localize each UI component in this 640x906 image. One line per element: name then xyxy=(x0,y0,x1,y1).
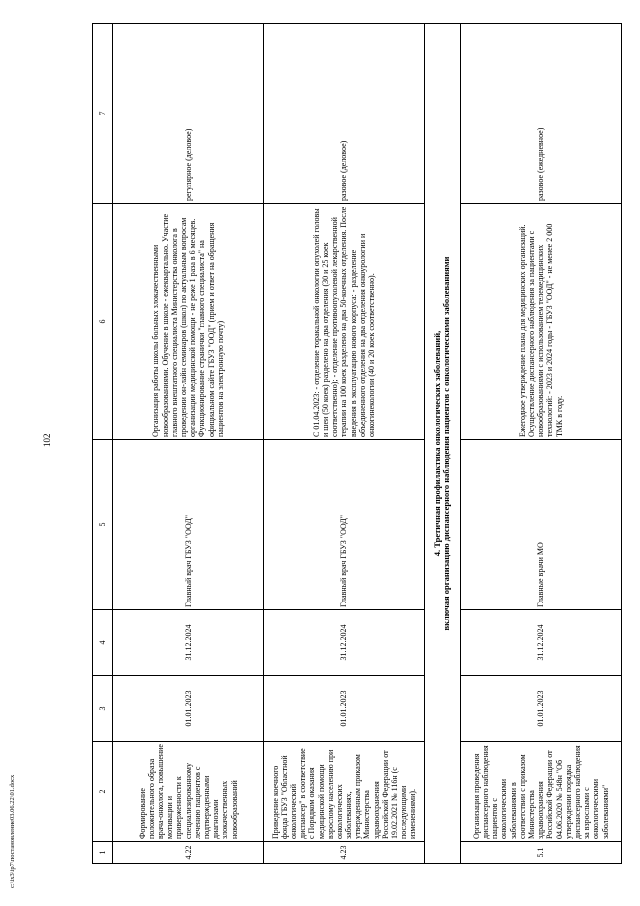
end-date-cell: 31.12.2024 xyxy=(460,610,621,676)
responsible-cell: Главный врач ГБУЗ "ООД" xyxy=(113,440,264,610)
activity-cell: Формирование положительного образа врача-онколога, повышение мотивации и приверженности к специализированному лечению пациентов с подтвержденными диагнозами злокачественных новообразований xyxy=(113,742,264,842)
column-number: 5 xyxy=(93,440,113,610)
section-title: 4. Третичная профилактика онкологических заболеваний, xyxy=(431,330,442,557)
responsible-cell: Главные врачи МО xyxy=(460,440,621,610)
responsible-cell: Главный врач ГБУЗ "ООД" xyxy=(263,440,424,610)
section-header xyxy=(425,24,460,864)
result-cell: С 01.04.2023: - отделение торакальной онкологии опухолей головы и шеи (50 коек) разделено на два отделения (30 и 25 коек соответственно); - отделение противоопухолевой лекарственной терапии на 100 коек разделено на два 50-коечных отделения. После введения в эксплуатацию нового корпуса: - разделение объединенного отделения на два отделения онкоурологии и онкогинекологии (40 и 20 коек соответственно). xyxy=(263,204,424,440)
table-row xyxy=(263,24,424,864)
periodicity-cell: разовое (деловое) xyxy=(263,24,424,204)
end-date-cell: 31.12.2024 xyxy=(113,610,264,676)
table-row xyxy=(113,24,264,864)
page-number: 102 xyxy=(42,433,52,447)
column-number: 7 xyxy=(93,24,113,204)
column-number: 2 xyxy=(93,742,113,842)
result-cell: Организация работы школы больных злокачественными новообразованиями. Обучение в школе - ежеквартально. Участие главного внештатного специалиста Министерства онколога в проведении он-лайн семинаров (школ) по актуальным вопросам организации медицинской помощи - не реже 1 раза в 6 месяцев. Функционирование странички "главного специалиста" на официальном сайте ГБУЗ "ООД" (прием и ответ на обращения пациентов на электронную почту) xyxy=(113,204,264,440)
start-date-cell: 01.01.2023 xyxy=(113,676,264,742)
activity-cell: Организация проведения диспансерного наблюдения пациентов с онкологическими заболеваниями в соответствии с приказом Министерства здравоохранения Российской Федерации от 04.06.2020 № 548н "Об утверждении порядка диспансерного наблюдения за взрослыми с онкологическими заболеваниями" xyxy=(460,742,621,842)
column-numbers-row xyxy=(93,24,113,864)
column-number: 6 xyxy=(93,204,113,440)
column-number: 4 xyxy=(93,610,113,676)
rotated-table-container xyxy=(92,24,622,864)
row-number: 4.23 xyxy=(263,842,424,864)
result-cell: Ежегодное утверждение плана для медицинских организаций. Осуществление диспансерного наблюдения за пациентами с новообразованиями с использованием телемедицинских технологий: - 2023 и 2024 годы - ГБУЗ "ООД" - не менее 2 000 ТМК в году. xyxy=(460,204,621,440)
start-date-cell: 01.01.2023 xyxy=(263,676,424,742)
row-number: 4.22 xyxy=(113,842,264,864)
section-subtitle: включая организацию диспансерного наблюдения пациентов с онкологическими заболеваниями xyxy=(441,256,452,631)
plan-table xyxy=(92,23,622,864)
table-row xyxy=(460,24,621,864)
section-header-row xyxy=(425,24,460,864)
start-date-cell: 01.01.2023 xyxy=(460,676,621,742)
periodicity-cell: регулярное (деловое) xyxy=(113,24,264,204)
row-number: 5.1 xyxy=(460,842,621,864)
periodicity-cell: разовое (ежедневное) xyxy=(460,24,621,204)
column-number: 1 xyxy=(93,842,113,864)
footer-file-path: c:\ix3\ip7\постановление03.06.22\01.docx xyxy=(9,774,16,888)
end-date-cell: 31.12.2024 xyxy=(263,610,424,676)
column-number: 3 xyxy=(93,676,113,742)
activity-cell: Приведение коечного фонда ГБУЗ "Областной онкологический диспансер" в соответствие с Порядком оказания медицинской помощи взрослому населению при онкологических заболеваниях, утвержденным приказом Министерства здравоохранения Российской Федерации от 19.02.2021 № 116н (с последующими изменениями). xyxy=(263,742,424,842)
